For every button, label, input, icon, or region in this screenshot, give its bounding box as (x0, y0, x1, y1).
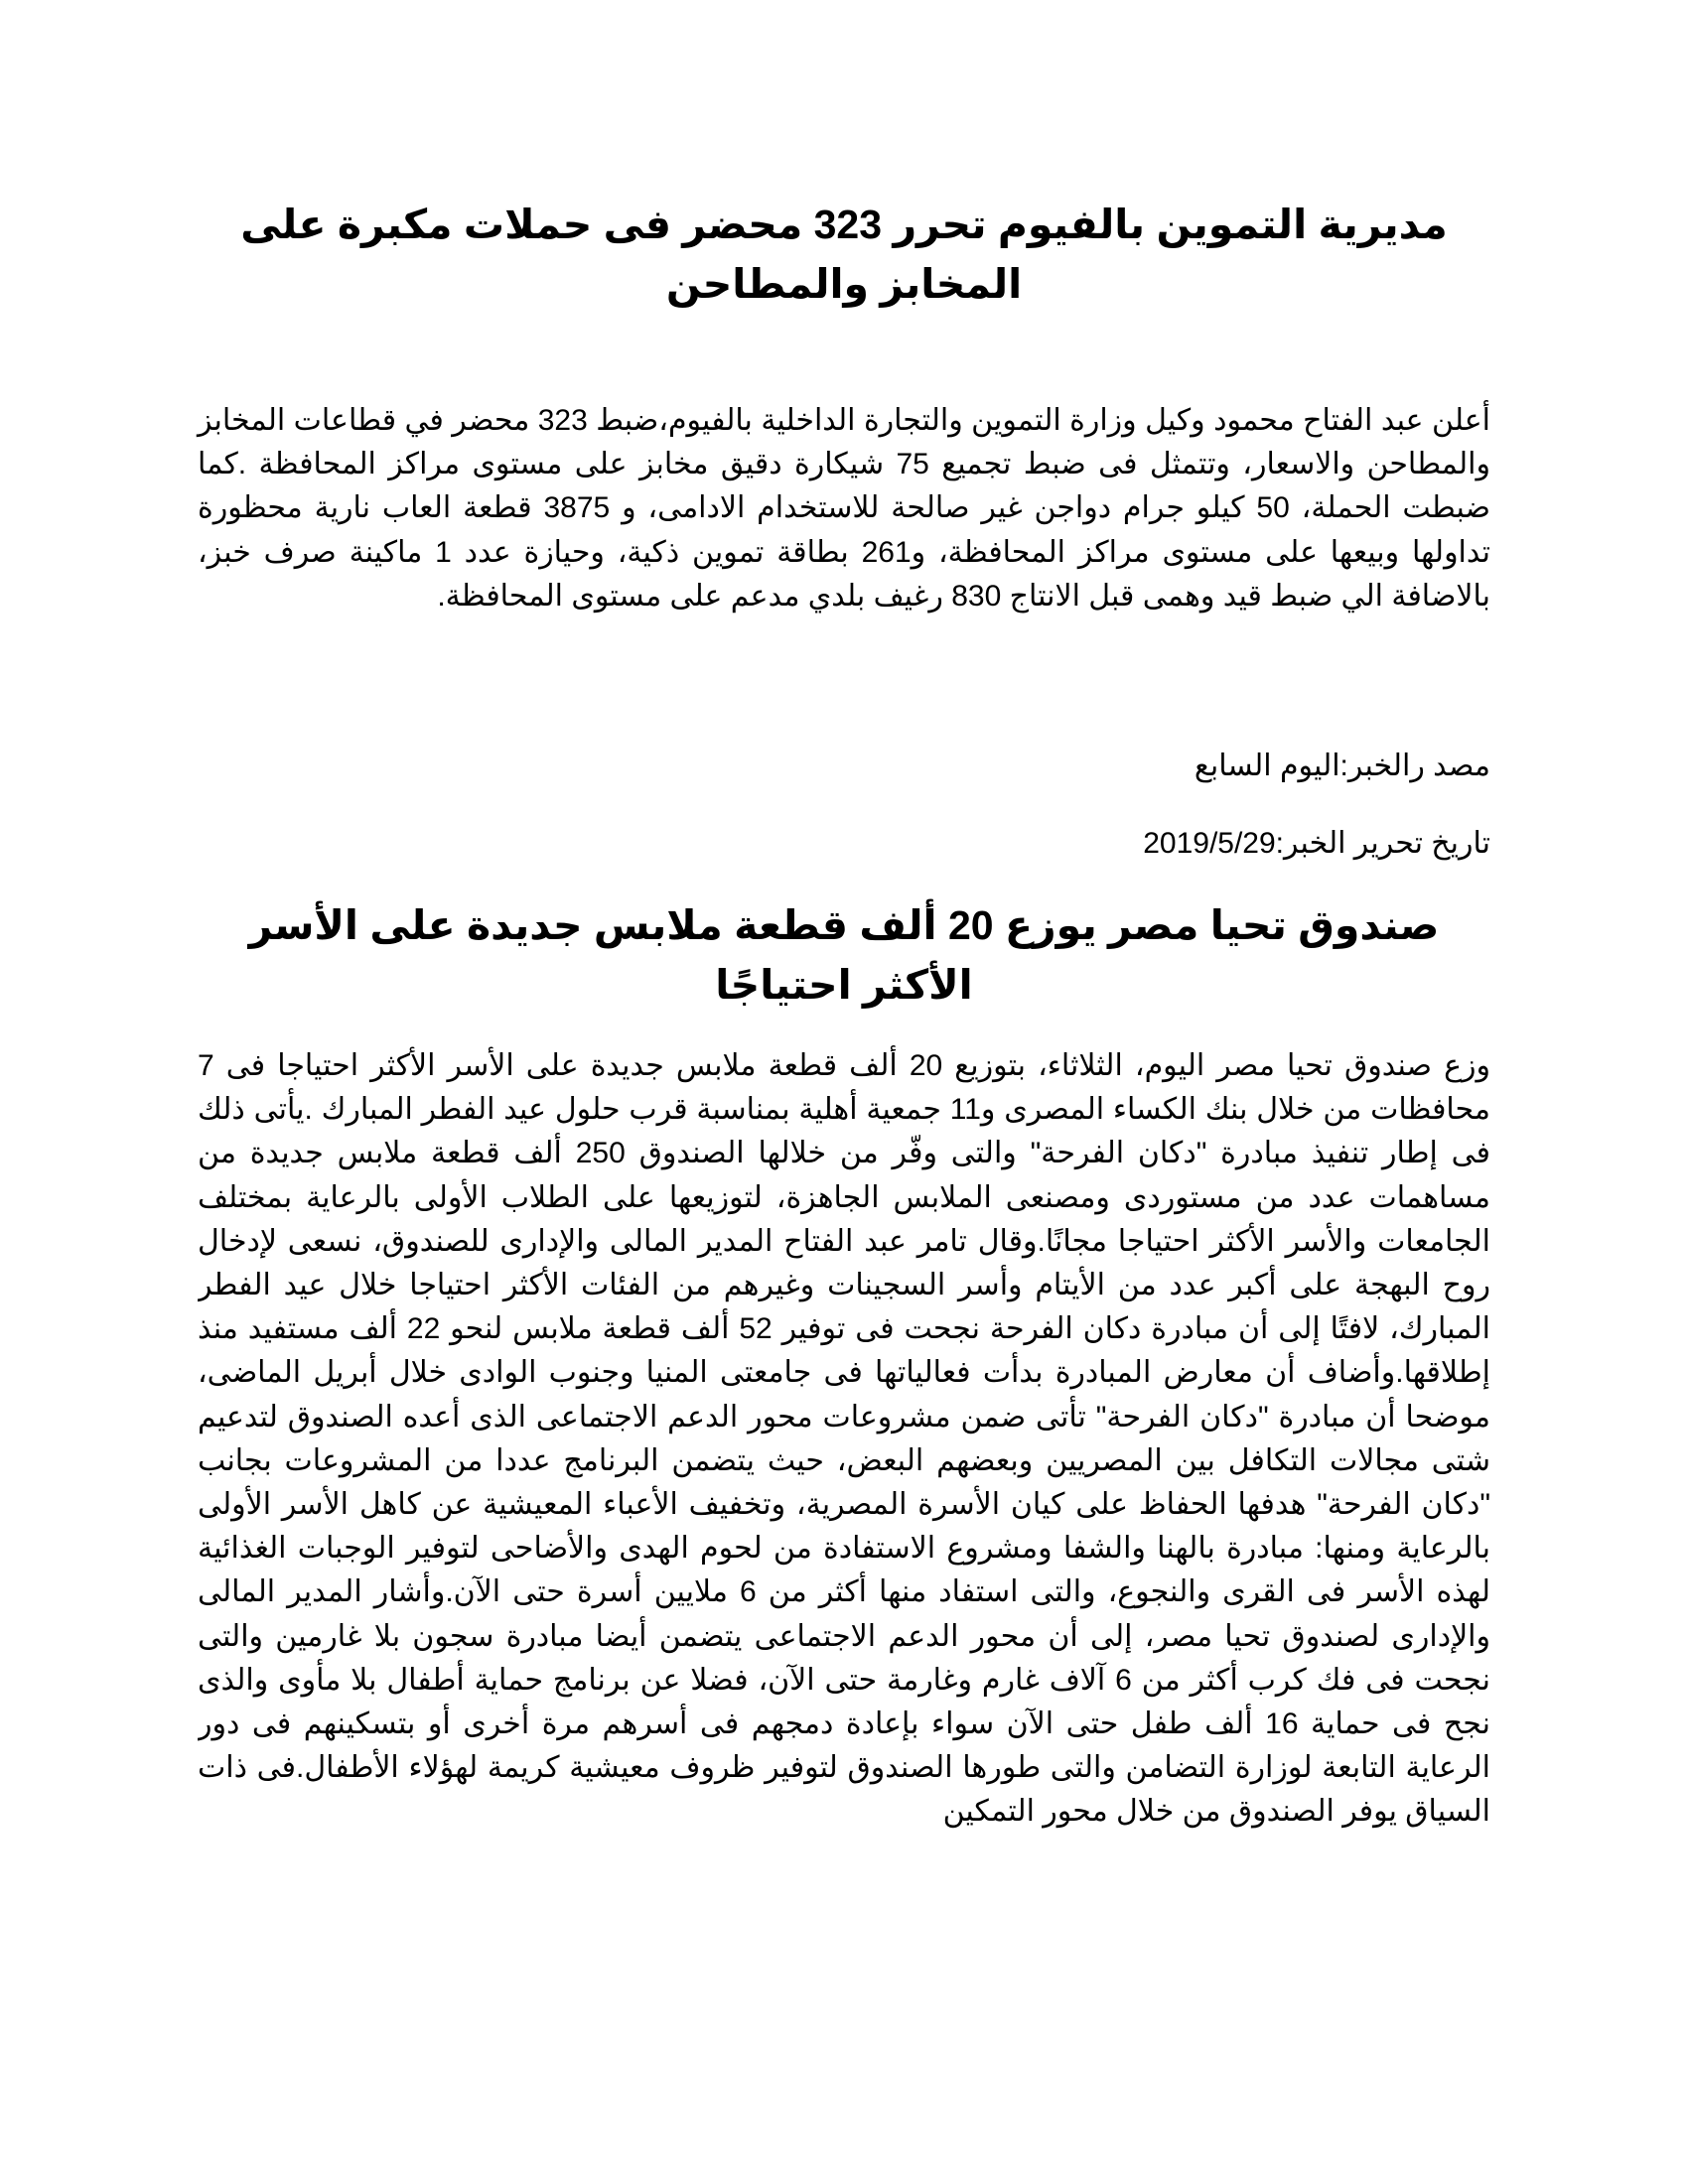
article-1-date: تاريخ تحرير الخبر:2019/5/29 (1143, 827, 1490, 860)
article-1-source: مصد رالخبر:اليوم السابع (1194, 750, 1490, 782)
article-2-body: وزع صندوق تحيا مصر اليوم، الثلاثاء، بتوزيع 20 ألف قطعة ملابس جديدة على الأسر الأكثر احتياجا فى 7 محافظات من خلال بنك الكساء المصرى و11 جمعية أهلية بمناسبة قرب حلول عيد الفطر المبارك .يأتى ذلك فى إطار تنفيذ مبادرة "دكان الفرحة" والتى وفّر من خلالها الصندوق 250 ألف قطعة ملابس جديدة من مساهمات عدد من مستوردى ومصنعى الملابس الجاهزة، لتوزيعها على الطلاب الأولى بالرعاية بمختلف الجامعات والأسر الأكثر احتياجا مجانًا.وقال تامر عبد الفتاح المدير المالى والإدارى للصندوق، نسعى لإدخال روح البهجة على أكبر عدد من الأيتام وأسر السجينات وغيرهم من الفئات الأكثر احتياجا خلال عيد الفطر المبارك، لافتًا إلى أن مبادرة دكان الفرحة نجحت فى توفير 52 ألف قطعة ملابس لنحو 22 ألف مستفيد منذ إطلاقها.وأضاف أن معارض المبادرة بدأت فعالياتها فى جامعتى المنيا وجنوب الوادى خلال أبريل الماضى، موضحا أن مبادرة "دكان الفرحة" تأتى ضمن مشروعات محور الدعم الاجتماعى الذى أعده الصندوق لتدعيم شتى مجالات التكافل بين المصريين وبعضهم البعض، حيث يتضمن البرنامج عددا من المشروعات بجانب "دكان الفرحة" هدفها الحفاظ على كيان الأسرة المصرية، وتخفيف الأعباء المعيشية عن كاهل الأسر الأولى بالرعاية ومنها: مبادرة بالهنا والشفا ومشروع الاستفادة من لحوم الهدى والأضاحى لتوفير الوجبات الغذائية لهذه الأسر فى القرى والنجوع، والتى استفاد منها أكثر من 6 ملايين أسرة حتى الآن.وأشار المدير المالى والإدارى لصندوق تحيا مصر، إلى أن محور الدعم الاجتماعى يتضمن أيضا مبادرة سجون بلا غارمين والتى نجحت فى فك كرب أكثر من 6 آلاف غارم وغارمة حتى الآن، فضلا عن برنامج حماية أطفال بلا مأوى والذى نجح فى حماية 16 ألف طفل حتى الآن سواء بإعادة دمجهم فى أسرهم مرة أخرى أو بتسكينهم فى دور الرعاية التابعة لوزارة التضامن والتى طورها الصندوق لتوفير ظروف معيشية كريمة لهؤلاء الأطفال.فى ذات السياق يوفر الصندوق من خلال محور التمكين (198, 1049, 1490, 1829)
article-1-title: مديرية التموين بالفيوم تحرر 323 محضر فى حملات مكبرة على المخابز والمطاحن (240, 202, 1448, 307)
article-2-title: صندوق تحيا مصر يوزع 20 ألف قطعة ملابس جديدة على الأسر الأكثر احتياجًا (248, 902, 1440, 1008)
article-1-body: أعلن عبد الفتاح محمود وكيل وزارة التموين والتجارة الداخلية بالفيوم،ضبط 323 محضر في قطاعات المخابز والمطاحن والاسعار، وتتمثل فى ضبط تجميع 75 شيكارة دقيق مخابز على مستوى مراكز المحافظة .كما ضبطت الحملة، 50 كيلو جرام دواجن غير صالحة للاستخدام الادامى، و 3875 قطعة العاب نارية محظورة تداولها وبيعها على مستوى مراكز المحافظة، و261 بطاقة تموين ذكية، وحيازة عدد 1 ماكينة صرف خبز، بالاضافة الي ضبط قيد وهمى قبل الانتاج 830 رغيف بلدي مدعم على مستوى المحافظة. (198, 404, 1490, 613)
